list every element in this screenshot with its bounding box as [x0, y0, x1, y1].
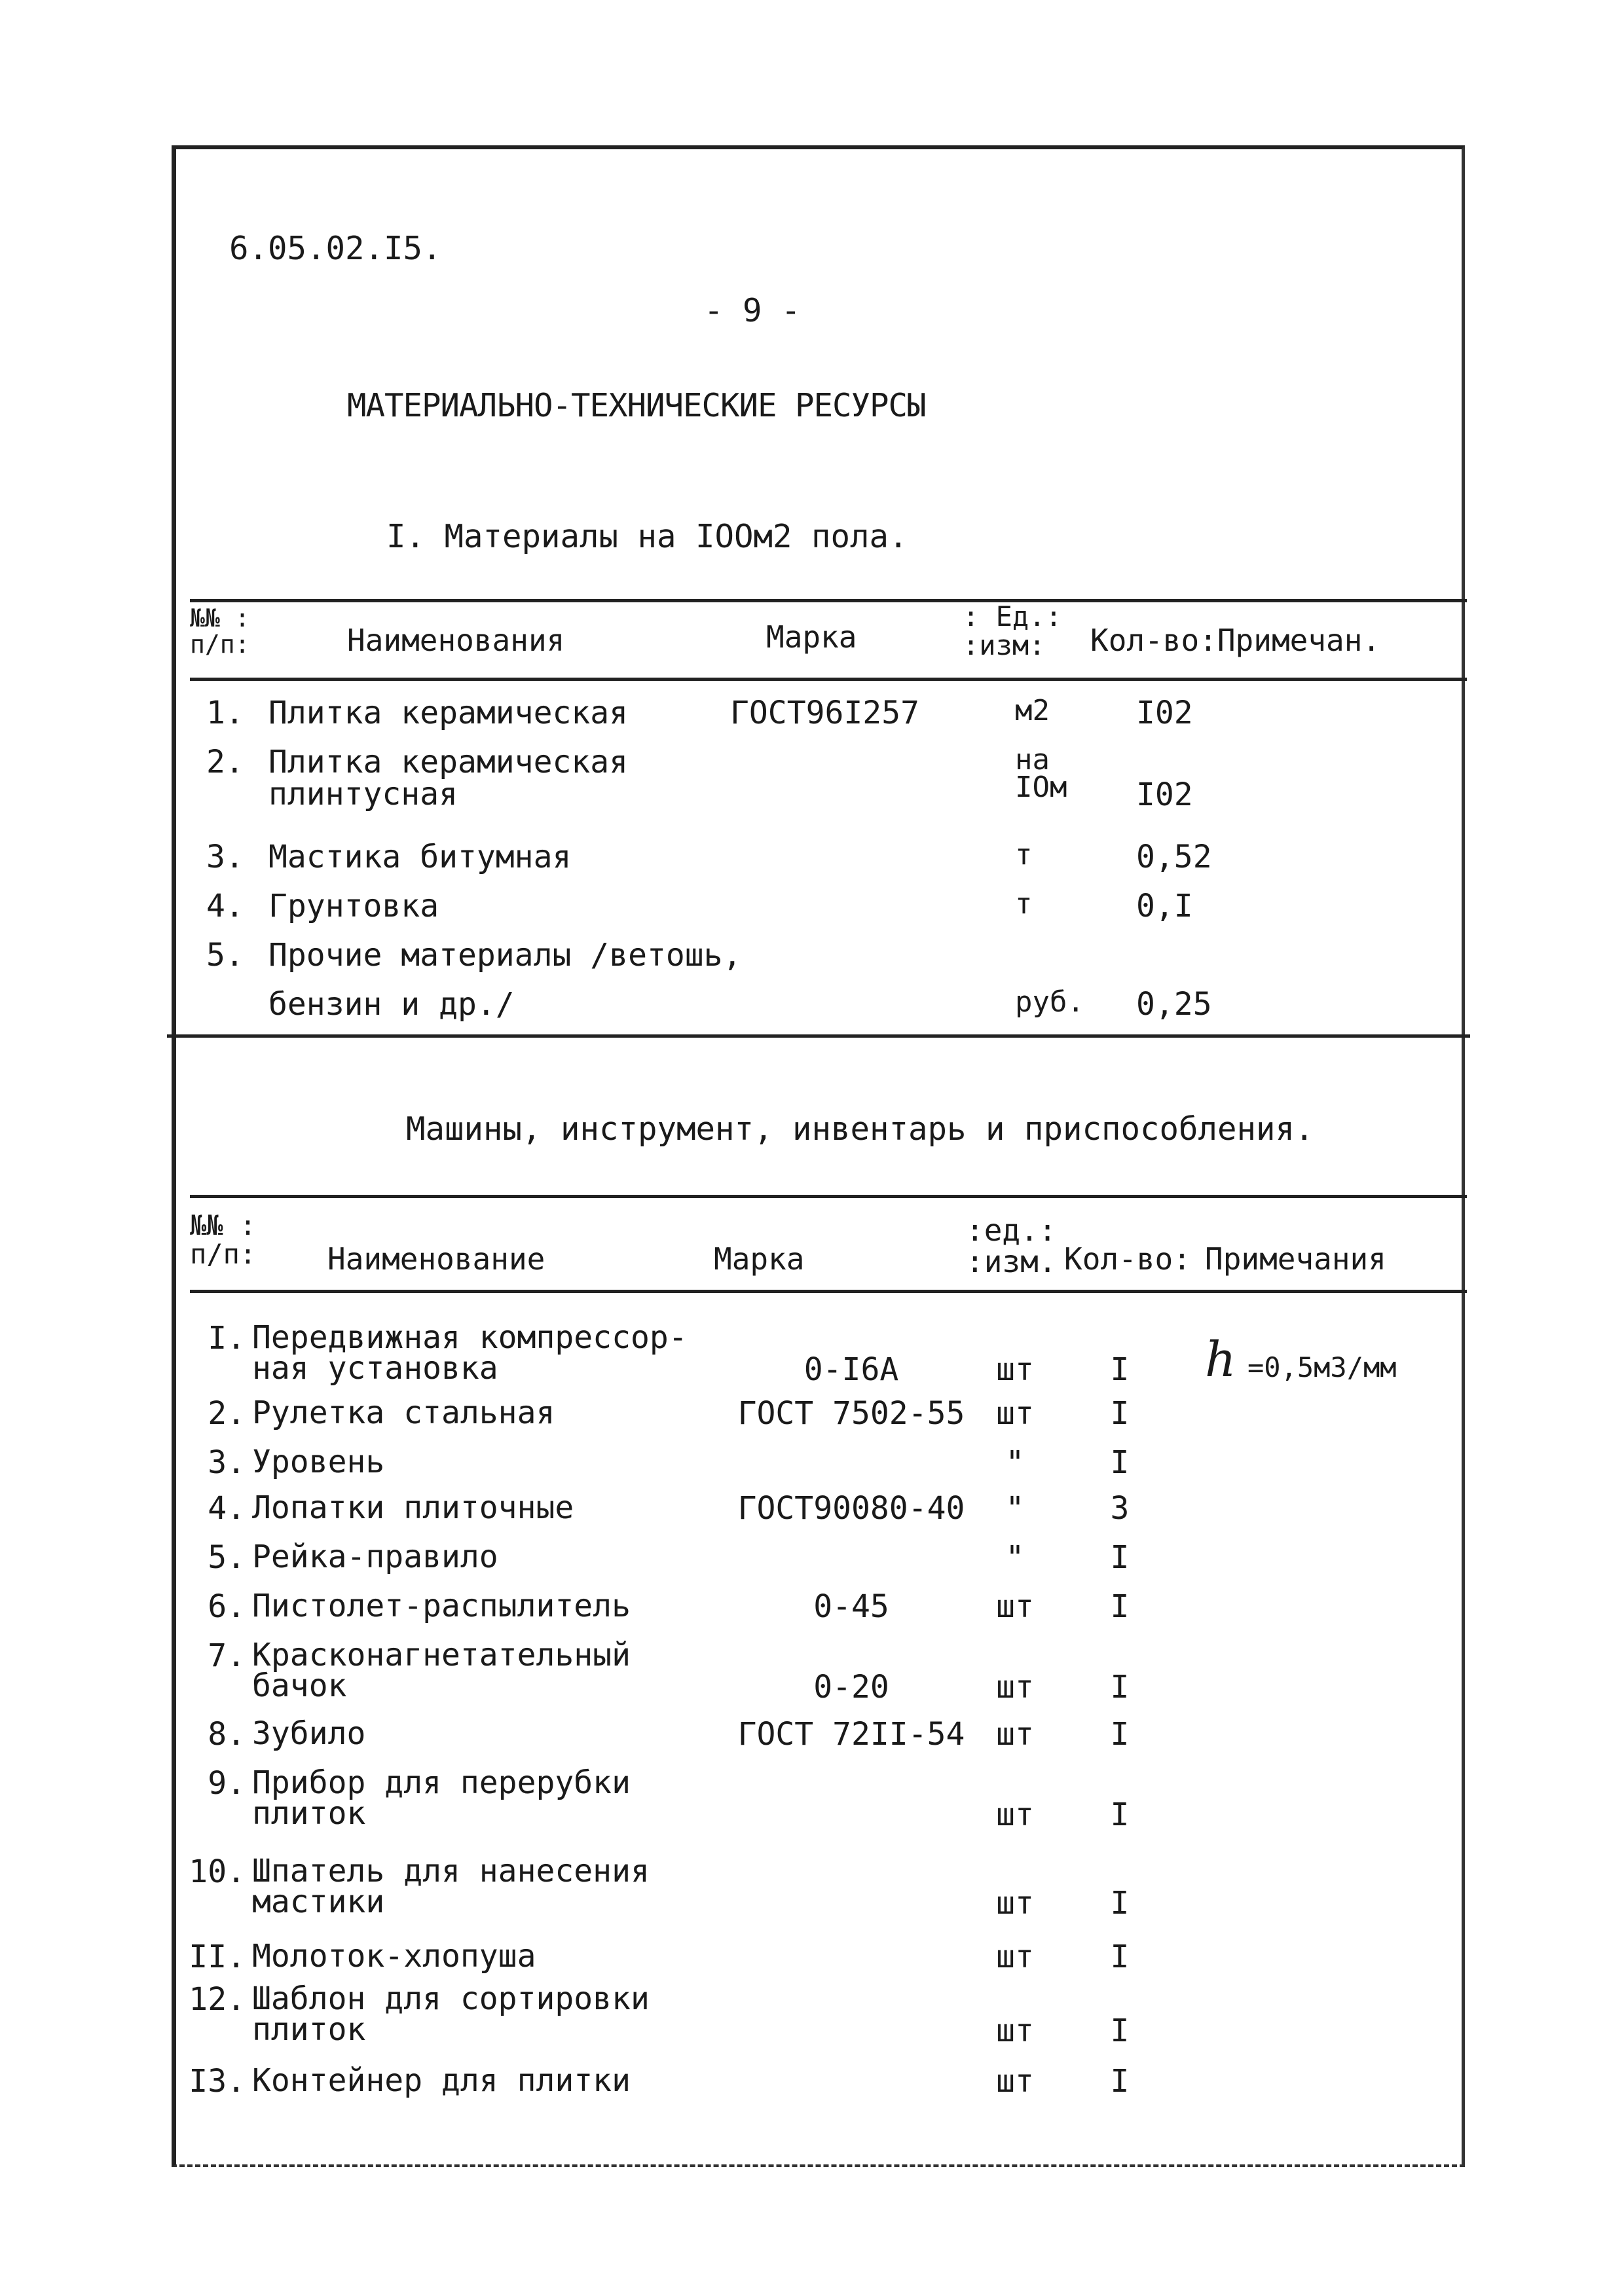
table2-row-unit: " — [1005, 1444, 1025, 1481]
table2-row-qty: I — [1110, 2013, 1130, 2049]
table1-row-qty: 0,52 — [1136, 839, 1212, 875]
table2-row-num: I3. — [189, 2063, 246, 2100]
table2-row-name: Шпатель для нанесения мастики — [252, 1853, 650, 1921]
table2-row-unit: шт — [996, 1669, 1034, 1705]
table2-row-unit: шт — [996, 2063, 1034, 2100]
page-number: - 9 - — [704, 292, 801, 329]
table1-row-qty: 0,25 — [1136, 986, 1212, 1023]
table2-row-mark: ГОСТ 72II-54 — [737, 1716, 965, 1753]
table2-row-qty: I — [1110, 1716, 1130, 1753]
table2-top-rule — [190, 1195, 1467, 1198]
table2-row-unit: шт — [996, 1588, 1034, 1625]
table2-row-note-symbol: h — [1205, 1332, 1236, 1388]
table2-row-qty: I — [1110, 1588, 1130, 1625]
table1-row-num: 3. — [206, 839, 244, 875]
table1-row-num: 1. — [206, 695, 244, 731]
table2-row-name: Передвижная компрессор- ная установка — [252, 1319, 688, 1387]
table1-top-rule — [190, 599, 1467, 602]
table1-header-rule — [190, 678, 1467, 681]
table2-row-num: 10. — [189, 1853, 246, 1890]
table1-row-num: 5. — [206, 937, 244, 974]
document-code: 6.05.02.I5. — [229, 230, 442, 267]
table2-row-num: 8. — [208, 1716, 246, 1753]
table2-row-unit: " — [1005, 1539, 1025, 1576]
table2-header-name: Наименование — [327, 1241, 545, 1277]
table2-row-qty: I — [1110, 1939, 1130, 1975]
table1-row-qty: 0,I — [1136, 888, 1193, 924]
table2-row-num: I. — [208, 1320, 246, 1357]
table2-row-mark: ГОСТ90080-40 — [737, 1490, 965, 1527]
table2-row-num: 6. — [208, 1588, 246, 1625]
table1-row-name: Мастика битумная — [268, 839, 572, 875]
table1-row-unit: т — [1015, 887, 1033, 920]
document-title: МАТЕРИАЛЬНО-ТЕХНИЧЕСКИЕ РЕСУРСЫ — [347, 387, 926, 424]
table2-row-name: Рулетка стальная — [252, 1394, 555, 1431]
table2-row-num: 3. — [208, 1444, 246, 1481]
table2-row-unit: шт — [996, 1351, 1034, 1388]
table2-row-mark: ГОСТ 7502-55 — [737, 1395, 965, 1432]
table1-row-name: бензин и др./ — [268, 986, 515, 1023]
table2-row-note: =0,5м3/мм — [1247, 1351, 1397, 1383]
table1-row-name: Плитка керамическая — [268, 695, 629, 731]
table2-row-num: 7. — [208, 1637, 246, 1674]
table2-row-mark: 0-I6A — [803, 1351, 899, 1388]
table2-row-name: Красконагнетательный бачок — [252, 1637, 631, 1705]
table2-row-unit: " — [1005, 1490, 1025, 1527]
section1-heading: I. Материалы на IOOм2 пола. — [386, 518, 908, 555]
table2-row-mark: 0-20 — [813, 1669, 889, 1705]
table2-row-qty: I — [1110, 1669, 1130, 1705]
table1-row-num: 4. — [206, 888, 244, 924]
table2-row-qty: I — [1110, 1351, 1130, 1388]
table2-row-name: Рейка-правило — [252, 1539, 498, 1575]
table2-row-qty: I — [1110, 1395, 1130, 1432]
table2-row-qty: I — [1110, 2063, 1130, 2100]
table2-row-name: Пистолет-распылитель — [252, 1588, 631, 1624]
table1-header-name: Наименования — [347, 623, 565, 658]
table2-header-num: №№ : п/п: — [190, 1209, 257, 1271]
table2-row-qty: I — [1110, 1796, 1130, 1833]
table2-row-name: Уровень — [252, 1444, 385, 1480]
section2-heading: Машины, инструмент, инвентарь и приспособления. — [406, 1110, 1314, 1148]
table1-header-mark: Марка — [766, 619, 857, 655]
table2-row-num: II. — [189, 1939, 246, 1975]
table1-row-qty: I02 — [1136, 695, 1193, 731]
table2-header-mark: Марка — [714, 1241, 805, 1277]
table1-row-unit: руб. — [1015, 985, 1084, 1019]
table2-row-unit: шт — [996, 1796, 1034, 1833]
table2-row-unit: шт — [996, 1395, 1034, 1432]
table2-row-name: Зубило — [252, 1715, 366, 1752]
table1-row-unit: т — [1015, 838, 1033, 871]
table1-row-name: Прочие материалы /ветошь, — [268, 937, 742, 974]
table2-row-qty: I — [1110, 1539, 1130, 1576]
table2-row-unit: шт — [996, 1716, 1034, 1753]
table2-row-mark: 0-45 — [813, 1588, 889, 1625]
table1-row-qty: I02 — [1136, 776, 1193, 813]
table2-row-qty: I — [1110, 1444, 1130, 1481]
table2-row-name: Молоток-хлопуша — [252, 1938, 536, 1975]
table1-row-name: Плитка керамическая плинтусная — [268, 744, 629, 812]
table2-row-qty: 3 — [1110, 1490, 1130, 1527]
table2-row-unit: шт — [996, 2013, 1034, 2049]
table2-row-unit: шт — [996, 1885, 1034, 1922]
table2-row-num: 4. — [208, 1490, 246, 1527]
table2-header-rule — [190, 1290, 1467, 1293]
table1-row-mark: ГОСТ96I257 — [730, 695, 919, 731]
table2-row-name: Лопатки плиточные — [252, 1489, 574, 1526]
table2-row-name: Прибор для перерубки плиток — [252, 1764, 631, 1832]
table2-row-num: 9. — [208, 1765, 246, 1802]
table2-row-unit: шт — [996, 1939, 1034, 1975]
table1-row-unit: м2 — [1015, 694, 1050, 727]
table1-row-num: 2. — [206, 744, 244, 780]
table2-row-num: 2. — [208, 1395, 246, 1432]
table2-header-qty: Кол-во: — [1064, 1241, 1191, 1277]
table1-row-unit: на IOм — [1015, 743, 1067, 804]
table2-row-name: Контейнер для плитки — [252, 2062, 631, 2099]
table1-header-num: №№ : п/п: — [190, 604, 250, 659]
section-divider — [167, 1034, 1470, 1038]
table2-header-unit: :ед.: :изм. — [966, 1212, 1057, 1280]
table2-row-num: 5. — [208, 1539, 246, 1576]
table1-row-name: Грунтовка — [268, 888, 439, 924]
table2-row-name: Шаблон для сортировки плиток — [252, 1980, 650, 2049]
table1-header-unit: : Ед.: :изм: — [963, 600, 1062, 662]
table2-header-note: Примечания — [1205, 1241, 1386, 1277]
table2-row-qty: I — [1110, 1885, 1130, 1922]
table1-header-qty-note: Кол-во:Примечан. — [1090, 623, 1381, 658]
table2-row-num: 12. — [189, 1981, 246, 2018]
